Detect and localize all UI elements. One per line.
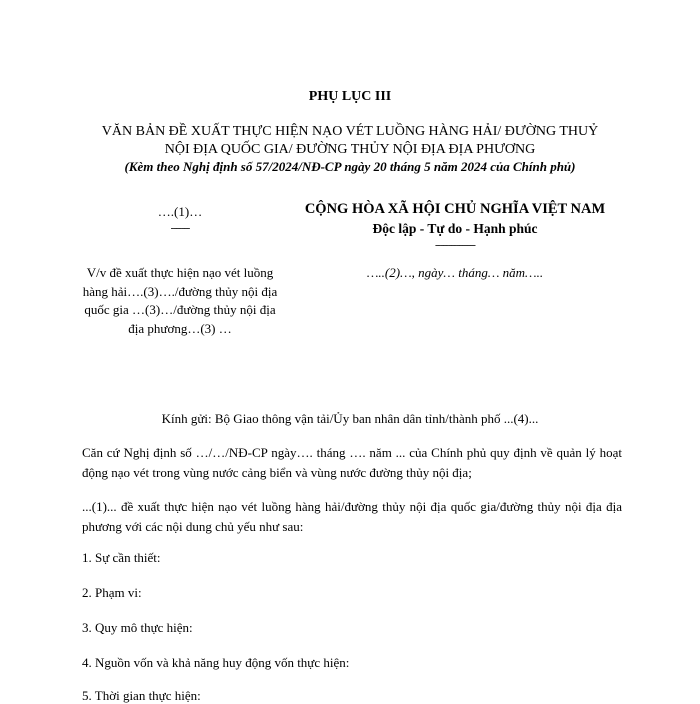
list-item-scope: 2. Phạm vi: [82,585,142,600]
list-item-funding: 4. Nguồn vốn và khả năng huy động vốn thực hiện: [82,655,350,670]
document-title-line-2: NỘI ĐỊA QUỐC GIA/ ĐƯỜNG THỦY NỘI ĐỊA ĐỊA PHƯƠNG [164,142,536,157]
list-item-scale: 3. Quy mô thực hiện: [82,620,193,635]
proposal-paragraph: ...(1)... đề xuất thực hiện nạo vét luồng hàng hải/đường thủy nội địa quốc gia/đường thủy nội địa địa phương với các nội dung chủ yếu như sau: [82,499,622,534]
national-title: CỘNG HÒA XÃ HỘI CHỦ NGHĨA VIỆT NAM [304,201,606,217]
recipient-line: Kính gửi: Bộ Giao thông vận tải/Ủy ban nhân dân tỉnh/thành phố ...(4)... [161,411,539,426]
legal-basis-paragraph: Căn cứ Nghị định số …/…/NĐ-CP ngày…. tháng …. năm ... của Chính phủ quy định về quản lý hoạt động nạo vét trong vùng nước cảng biển và vùng nước đường thủy nội địa; [82,445,622,480]
document-title-line-1: VĂN BẢN ĐỀ XUẤT THỰC HIỆN NẠO VÉT LUỒNG HÀNG HẢI/ ĐƯỜNG THUỶ [101,124,599,139]
document-title [60,123,640,159]
list-item-timeline: 5. Thời gian thực hiện: [82,688,201,703]
agency-underline: ------- [170,222,190,234]
national-motto: Độc lập - Tự do - Hạnh phúc [372,221,538,236]
subject-line: V/v đề xuất thực hiện nạo vét luồng hàng hải….(3)…./đường thủy nội địa quốc gia …(3)…/đường thủy nội địa địa phương…(3) … [82,265,278,336]
issuing-agency: ….(1)… [157,204,203,219]
document-subtitle: (Kèm theo Nghị định số 57/2024/NĐ-CP ngày 20 tháng 5 năm 2024 của Chính phủ) [124,159,576,174]
list-item-necessity: 1. Sự cần thiết: [82,550,161,565]
place-and-date: …..(2)…, ngày… tháng… năm….. [366,265,544,280]
motto-underline: --------------- [435,239,475,251]
appendix-title: PHỤ LỤC III [308,89,392,104]
